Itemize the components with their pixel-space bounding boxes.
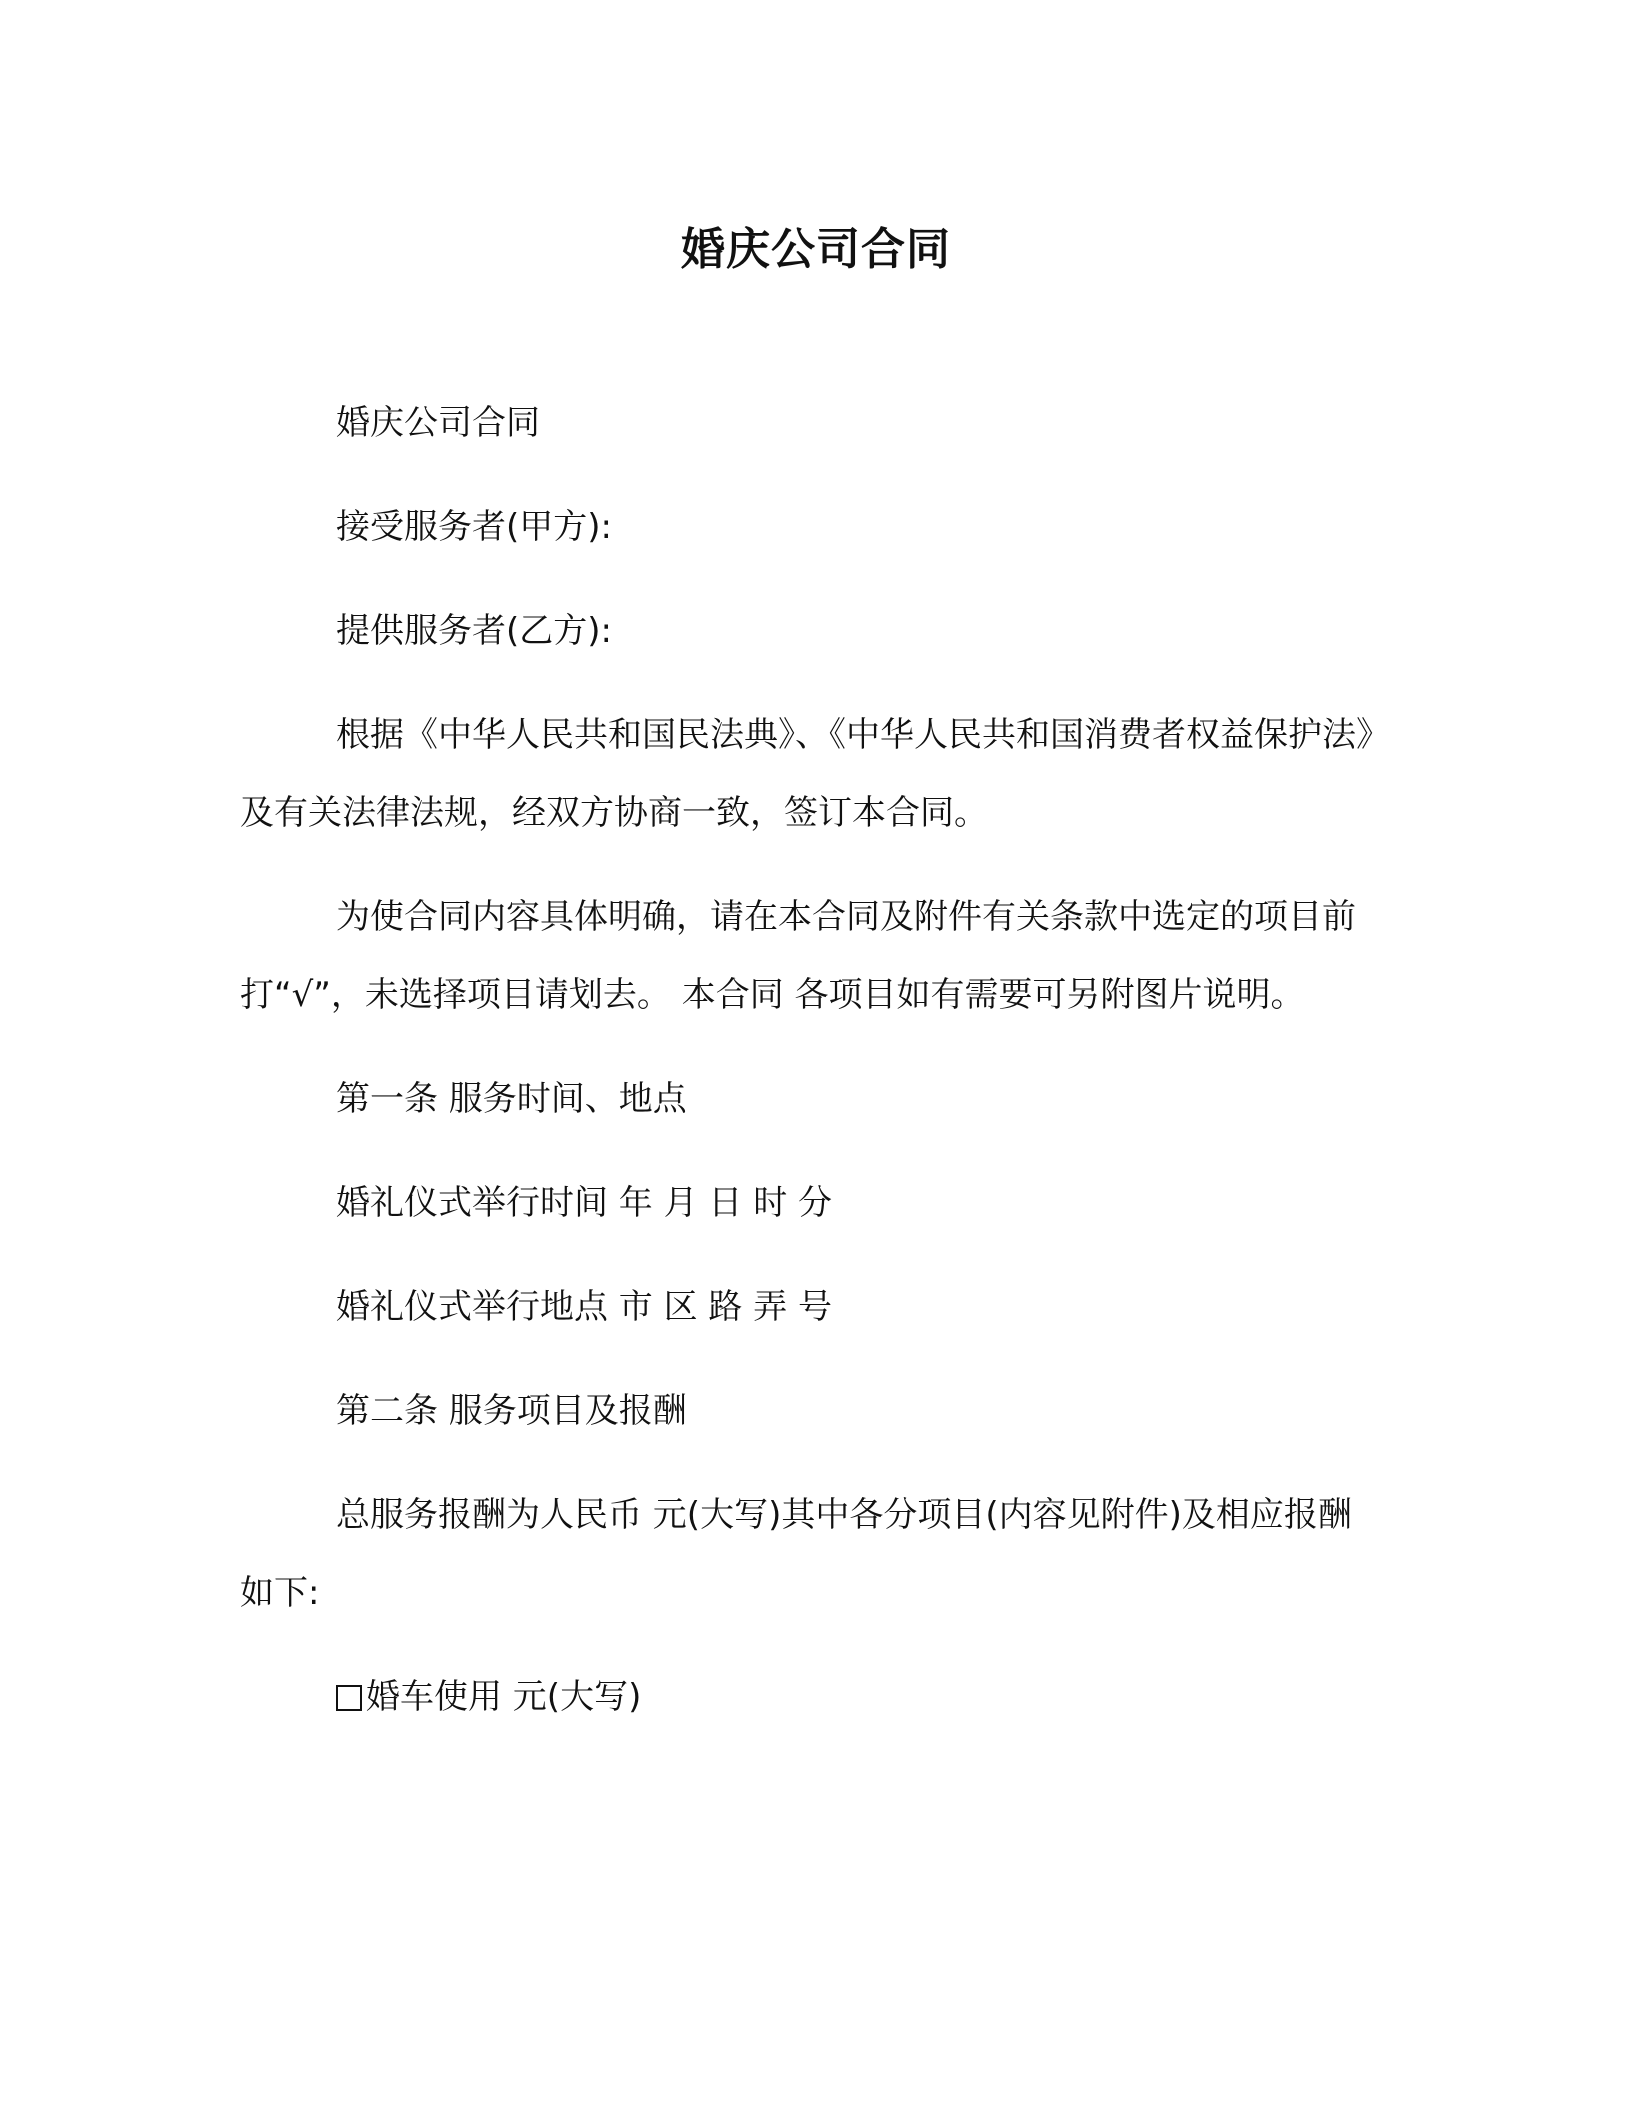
checkbox-item-wedding-car xyxy=(240,1658,1380,1736)
party-b-line: 提供服务者(乙方): xyxy=(336,611,612,651)
article-2-heading: 第二条 服务项目及报酬 xyxy=(336,1391,687,1431)
legal-basis-paragraph: 根据《中华人民共和国民法典》、《中华人民共和国消费者权益保护法》及有关法律法规，经双方协商一致，签订本合同。 xyxy=(240,715,1373,833)
article-1-heading: 第一条 服务时间、地点 xyxy=(336,1079,687,1119)
total-fee-paragraph: 总服务报酬为人民币 元(大写)其中各分项目(内容见附件)及相应报酬如下: xyxy=(240,1495,1352,1613)
document-body xyxy=(240,384,1380,1762)
contract-heading: 婚庆公司合同 xyxy=(336,403,540,443)
party-a-line: 接受服务者(甲方): xyxy=(336,507,612,547)
ceremony-location-line: 婚礼仪式举行地点 市 区 路 弄 号 xyxy=(336,1287,833,1327)
checkbox-icon[interactable] xyxy=(336,1685,362,1711)
ceremony-time-line: 婚礼仪式举行时间 年 月 日 时 分 xyxy=(336,1183,833,1223)
instructions-paragraph: 为使合同内容具体明确，请在本合同及附件有关条款中选定的项目前打“√”，未选择项目请划去。 本合同 各项目如有需要可另附图片说明。 xyxy=(240,897,1356,1015)
checkbox-item-label: 婚车使用 元(大写) xyxy=(366,1677,642,1717)
document-title: 婚庆公司合同 xyxy=(681,224,951,275)
